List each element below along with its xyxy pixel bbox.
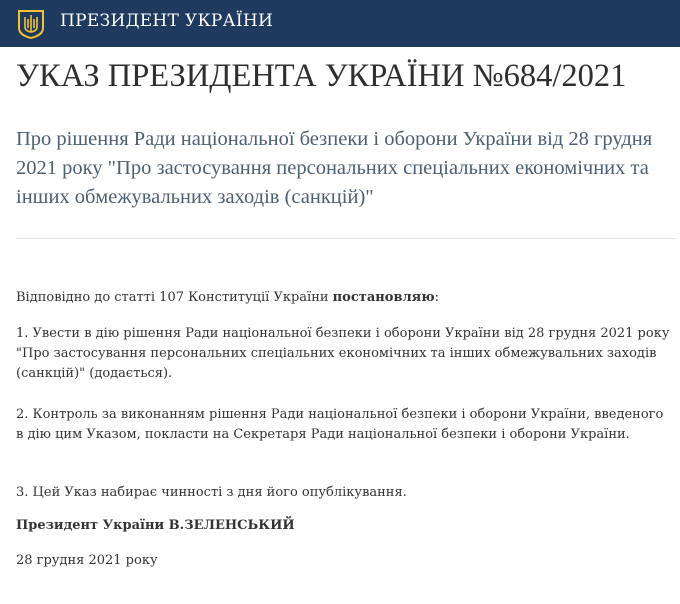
document-date: 28 грудня 2021 року xyxy=(16,553,158,568)
divider xyxy=(16,238,676,239)
signature: Президент України В.ЗЕЛЕНСЬКИЙ xyxy=(16,518,295,533)
site-title[interactable]: ПРЕЗИДЕНТ УКРАЇНИ xyxy=(60,11,274,31)
intro-paragraph xyxy=(16,288,672,308)
document-subtitle: Про рішення Ради національної безпеки і оборони України від 28 грудня 2021 року "Про застосування персональних спеціальних економічних та інших обмежувальних заходів (санкцій)" xyxy=(16,128,653,208)
trident-emblem-icon[interactable] xyxy=(16,8,46,40)
intro-bold-word: постановляю xyxy=(332,290,435,305)
page-title: УКАЗ ПРЕЗИДЕНТА УКРАЇНИ №684/2021 xyxy=(16,58,627,94)
paragraph-2: 2. Контроль за виконанням рішення Ради національної безпеки і оборони України, введеного в дію цим Указом, покласти на Секретаря Ради національної безпеки і оборони України. xyxy=(16,407,664,442)
intro-colon: : xyxy=(434,290,439,305)
paragraph-1: 1. Увести в дію рішення Ради національної безпеки і оборони України від 28 грудня 2021 року "Про застосування персональних спеціальних економічних та інших обмежувальних заходів (санкцій)" (додається). xyxy=(16,326,670,381)
intro-text: Відповідно до статті 107 Конституції України xyxy=(16,290,333,305)
paragraph-3: 3. Цей Указ набирає чинності з дня його опублікування. xyxy=(16,485,407,500)
site-header xyxy=(0,0,680,47)
